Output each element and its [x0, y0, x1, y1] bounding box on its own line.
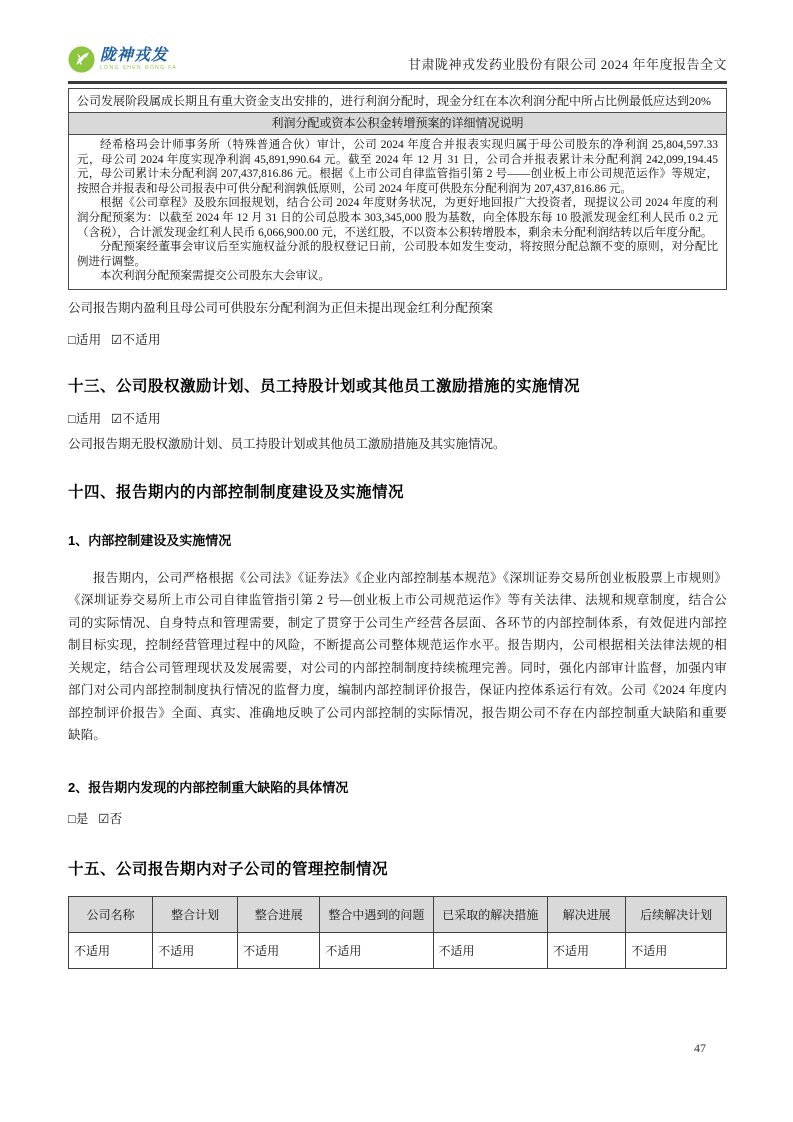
section-14-sub2-title: 2、报告期内发现的内部控制重大缺陷的具体情况 — [68, 779, 349, 795]
no-dividend-applicability — [68, 330, 727, 348]
no-dividend-statement: 公司报告期内盈利且母公司可供股东分配利润为正但未提出现金红利分配预案 — [68, 300, 494, 315]
col-resolution-progress: 解决进展 — [548, 896, 626, 932]
subsidiary-control-table — [68, 896, 727, 969]
checkbox-applicable-unchecked: □适用 — [68, 411, 102, 426]
dividend-proposal-box — [68, 88, 727, 290]
checkbox-no-checked: ☑否 — [98, 811, 123, 826]
dividend-paragraph-submission: 本次利润分配预案需提交公司股东大会审议。 — [100, 270, 330, 283]
checkbox-yes-unchecked: □是 — [68, 811, 89, 826]
section-13-title: 十三、公司股权激励计划、员工持股计划或其他员工激励措施的实施情况 — [68, 377, 581, 395]
section-14-title: 十四、报告期内的内部控制制度建设及实施情况 — [68, 483, 405, 501]
section-14-sub1-body: 报告期内，公司严格根据《公司法》《证券法》《企业内部控制基本规范》《深圳证券交易所创业板股票上市规则》《深圳证券交易所上市公司自律监管指引第 2 号—创业板上市公司规范运作》等有关法律、法规和规章制度，结合公司的实际情况、自身特点和管理需要，制定了贯穿于公司生产经营各层面、各环节的内部控制体系，有效促进内部控制目标实现，控制经营管理过程中的风险，不断提高公司整体规范运作水平。报告期内，公司根据相关法律法规的相关规定，结合公司管理现状及发展需要，对公司的内部控制制度持续梳理完善。同时，强化内部审计监督，加强内审部门对公司内部控制制度执行情况的监督力度，编制内部控制评价报告，保证内控体系运行有效。公司《2024 年度内部控制评价报告》全面、真实、准确地反映了公司内部控制的实际情况，报告期公司不存在内部控制重大缺陷和重要缺陷。 — [68, 570, 727, 743]
checkbox-not-applicable-checked: ☑不适用 — [110, 332, 161, 347]
section-14-sub1-title: 1、内部控制建设及实施情况 — [68, 532, 232, 548]
col-followup-plan: 后续解决计划 — [626, 896, 727, 932]
dividend-detail-header: 利润分配或资本公积金转增预案的详细情况说明 — [69, 112, 726, 135]
table-header-row — [69, 896, 727, 932]
section-13-applicability — [68, 409, 727, 427]
checkbox-applicable-unchecked: □适用 — [68, 332, 102, 347]
dividend-paragraph-adjustment: 分配预案经董事会审议后至实施权益分派的股权登记日前，公司股本如发生变动，将按照分配总额不变的原则，对分配比例进行调整。 — [77, 241, 718, 268]
logo-chinese-name: 陇神戎发 — [100, 47, 169, 64]
col-measures-taken: 已采取的解决措施 — [433, 896, 547, 932]
dividend-detail-body — [69, 135, 726, 289]
cell-resolution-progress: 不适用 — [548, 932, 626, 968]
col-integration-progress: 整合进展 — [238, 896, 320, 932]
dividend-paragraph-audit: 经希格玛会计师事务所（特殊普通合伙）审计，公司 2024 年度合并报表实现归属于母公司股东的净利润 25,804,597.33 元，母公司 2024 年度实现净利润 45,891,990.64 元。截至 2024 年 12 月 31 日，公司合并报表累计未分配利润 242,099,194.45 元，母公司累计未分配利润 207,437,816.86 元。根据《上市公司自律监管指引第 2 号——创业板上市公司规范运作》等规定，按照合并报表和母公司报表中可供分配利润孰低原则，公司 2024 年度可供股东分配利润为 207,437,816.86 元。 — [77, 139, 718, 195]
checkbox-not-applicable-checked: ☑不适用 — [110, 411, 161, 426]
section-13-body: 公司报告期无股权激励计划、员工持股计划或其他员工激励措施及其实施情况。 — [68, 436, 506, 451]
col-company-name: 公司名称 — [69, 896, 153, 932]
section-15-title: 十五、公司报告期内对子公司的管理控制情况 — [68, 860, 389, 878]
dividend-condition-text: 公司发展阶段属成长期且有重大资金支出安排的，进行利润分配时，现金分红在本次利润分配中所占比例最低应达到20% — [77, 94, 712, 108]
cell-followup-plan: 不适用 — [626, 932, 727, 968]
dividend-paragraph-proposal: 根据《公司章程》及股东回报规划，结合公司 2024 年度财务状况，为更好地回报广大投资者，现提议公司 2024 年度的利润分配预案为：以截至 2024 年 12 月 31 日的公司总股本 303,345,000 股为基数，向全体股东每 10 股派发现金红利人民币 0.2 元（含税），合计派发现金红利人民币 6,066,900.00 元，不送红股，不以资本公积转增股本，剩余未分配利润结转以后年度分配。 — [77, 197, 718, 239]
page-content — [68, 0, 727, 969]
col-problems-encountered: 整合中遇到的问题 — [320, 896, 433, 932]
company-logo — [68, 46, 177, 73]
cell-measures-taken: 不适用 — [433, 932, 547, 968]
cell-integration-plan: 不适用 — [153, 932, 238, 968]
logo-leaf-icon — [68, 46, 95, 73]
report-title: 甘肃陇神戎发药业股份有限公司 2024 年年度报告全文 — [407, 57, 727, 72]
table-row — [69, 932, 727, 968]
cell-integration-progress: 不适用 — [238, 932, 320, 968]
col-integration-plan: 整合计划 — [153, 896, 238, 932]
section-14-sub2-options — [68, 809, 727, 827]
cell-problems-encountered: 不适用 — [320, 932, 433, 968]
page-number: 47 — [694, 1041, 706, 1055]
logo-english-name: LONG SHEN RONG FA — [100, 65, 178, 71]
cell-company-name: 不适用 — [69, 932, 153, 968]
page-header — [68, 0, 727, 84]
logo-text-block — [100, 48, 177, 71]
